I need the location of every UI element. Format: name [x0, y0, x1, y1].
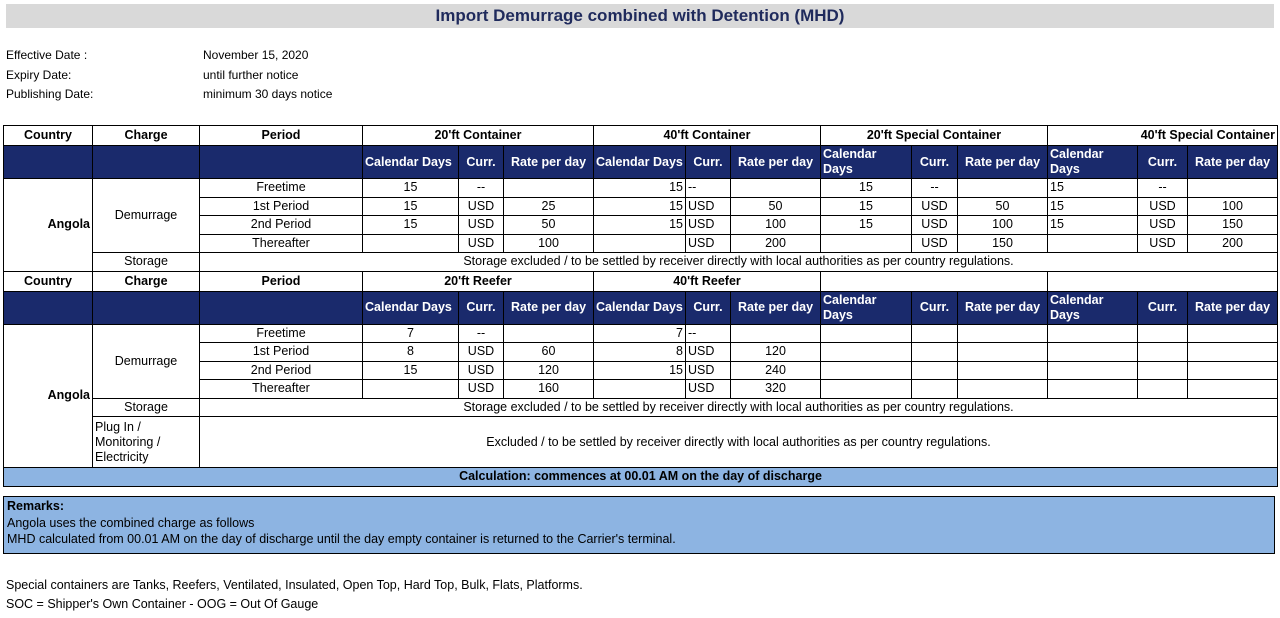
curr-cell: USD — [459, 361, 504, 380]
curr-cell: USD — [912, 216, 958, 235]
calculation-note: Calculation: commences at 00.01 AM on the day of discharge — [4, 468, 1278, 487]
rate-cell: 50 — [731, 197, 821, 216]
days-cell: 15 — [363, 361, 459, 380]
days-cell: 15 — [1048, 216, 1138, 235]
rate-cell: 100 — [958, 216, 1048, 235]
sub-rate-per-day: Rate per day — [958, 291, 1048, 324]
days-cell — [594, 234, 686, 253]
curr-cell: USD — [686, 343, 731, 362]
country-cell: Angola — [4, 179, 93, 272]
rate-cell — [1188, 179, 1278, 198]
remarks-line: MHD calculated from 00.01 AM on the day of discharge until the day empty container is returned to the Carrier's terminal. — [7, 532, 676, 546]
sub-rate-per-day: Rate per day — [1188, 291, 1278, 324]
days-cell — [1048, 234, 1138, 253]
effective-date-value: November 15, 2020 — [203, 48, 309, 62]
sub-calendar-days: Calendar Days — [1048, 146, 1138, 179]
footer-note: Special containers are Tanks, Reefers, Ventilated, Insulated, Open Top, Hard Top, Bulk, Flats, Platforms. — [6, 578, 583, 592]
rate-cell: 200 — [731, 234, 821, 253]
days-cell: 15 — [363, 197, 459, 216]
days-cell: 7 — [363, 324, 459, 343]
expiry-date-label: Expiry Date: — [6, 68, 72, 82]
rate-cell: 100 — [504, 234, 594, 253]
period-cell: Freetime — [200, 179, 363, 198]
curr-cell: USD — [459, 216, 504, 235]
curr-cell: -- — [686, 324, 731, 343]
charge-demurrage: Demurrage — [93, 324, 200, 398]
header-charge: Charge — [93, 126, 200, 146]
group-40ft-special-container: 40'ft Special Container — [1048, 126, 1278, 146]
section1-header-row — [4, 126, 1278, 146]
rate-cell: 150 — [958, 234, 1048, 253]
sub-rate-per-day: Rate per day — [504, 146, 594, 179]
plug-in-row — [4, 417, 1278, 468]
days-cell — [363, 380, 459, 399]
rate-cell — [731, 179, 821, 198]
rate-cell: 50 — [504, 216, 594, 235]
storage-note: Storage excluded / to be settled by receiver directly with local authorities as per country regulations. — [200, 253, 1278, 272]
rate-cell — [958, 179, 1048, 198]
period-cell: Freetime — [200, 324, 363, 343]
section2-header-row — [4, 271, 1278, 291]
period-cell: 1st Period — [200, 197, 363, 216]
rate-cell: 25 — [504, 197, 594, 216]
curr-cell: USD — [1138, 234, 1188, 253]
group-20ft-reefer: 20'ft Reefer — [363, 271, 594, 291]
curr-cell: USD — [686, 216, 731, 235]
charge-demurrage: Demurrage — [93, 179, 200, 253]
sub-rate-per-day: Rate per day — [504, 291, 594, 324]
rate-cell: 50 — [958, 197, 1048, 216]
curr-cell: USD — [686, 361, 731, 380]
table-row — [4, 179, 1278, 198]
sub-currency: Curr. — [686, 291, 731, 324]
rate-cell — [731, 324, 821, 343]
sub-currency: Curr. — [912, 146, 958, 179]
curr-cell: USD — [686, 234, 731, 253]
days-cell — [821, 234, 912, 253]
days-cell: 15 — [821, 216, 912, 235]
group-40ft-reefer: 40'ft Reefer — [594, 271, 821, 291]
days-cell: 15 — [594, 197, 686, 216]
rate-cell: 100 — [1188, 197, 1278, 216]
rate-cell: 200 — [1188, 234, 1278, 253]
curr-cell: -- — [459, 324, 504, 343]
rate-cell: 160 — [504, 380, 594, 399]
rate-cell: 320 — [731, 380, 821, 399]
curr-cell: -- — [686, 179, 731, 198]
charge-plug-in: Plug In / Monitoring / Electricity — [93, 417, 200, 468]
sub-currency: Curr. — [459, 291, 504, 324]
rate-cell: 120 — [504, 361, 594, 380]
curr-cell: -- — [459, 179, 504, 198]
curr-cell: USD — [459, 197, 504, 216]
days-cell — [594, 380, 686, 399]
sub-currency: Curr. — [1138, 291, 1188, 324]
rate-cell: 120 — [731, 343, 821, 362]
days-cell: 15 — [363, 216, 459, 235]
sub-rate-per-day: Rate per day — [731, 146, 821, 179]
section2-subheader-row — [4, 291, 1278, 324]
days-cell: 15 — [821, 197, 912, 216]
header-period: Period — [200, 126, 363, 146]
remarks-title: Remarks: — [7, 499, 64, 513]
sub-currency: Curr. — [686, 146, 731, 179]
days-cell: 15 — [363, 179, 459, 198]
period-cell: 2nd Period — [200, 216, 363, 235]
period-cell: Thereafter — [200, 380, 363, 399]
days-cell: 15 — [594, 216, 686, 235]
header-country: Country — [4, 271, 93, 291]
curr-cell: USD — [459, 380, 504, 399]
charge-storage: Storage — [93, 253, 200, 272]
remarks-line: Angola uses the combined charge as follows — [7, 515, 255, 530]
section1-subheader-row — [4, 146, 1278, 179]
days-cell: 15 — [594, 361, 686, 380]
charge-storage: Storage — [93, 398, 200, 417]
period-cell: 1st Period — [200, 343, 363, 362]
sub-calendar-days: Calendar Days — [1048, 291, 1138, 324]
sub-currency: Curr. — [1138, 146, 1188, 179]
days-cell: 15 — [1048, 179, 1138, 198]
page-title: Import Demurrage combined with Detention (MHD) — [6, 4, 1274, 28]
sub-currency: Curr. — [912, 291, 958, 324]
rate-cell — [504, 324, 594, 343]
storage-note: Storage excluded / to be settled by receiver directly with local authorities as per country regulations. — [200, 398, 1278, 417]
rate-cell: 150 — [1188, 216, 1278, 235]
sub-rate-per-day: Rate per day — [958, 146, 1048, 179]
days-cell: 8 — [363, 343, 459, 362]
rates-table — [3, 125, 1278, 487]
rate-cell: 60 — [504, 343, 594, 362]
country-cell: Angola — [4, 324, 93, 468]
table-row — [4, 324, 1278, 343]
group-40ft-container: 40'ft Container — [594, 126, 821, 146]
days-cell — [363, 234, 459, 253]
days-cell: 15 — [594, 179, 686, 198]
plug-in-note: Excluded / to be settled by receiver directly with local authorities as per country regulations. — [200, 417, 1278, 468]
publishing-date-label: Publishing Date: — [6, 87, 94, 101]
sub-calendar-days: Calendar Days — [363, 146, 459, 179]
storage-row — [4, 398, 1278, 417]
header-charge: Charge — [93, 271, 200, 291]
curr-cell: -- — [912, 179, 958, 198]
header-period: Period — [200, 271, 363, 291]
remarks-box — [3, 496, 1275, 554]
sub-rate-per-day: Rate per day — [1188, 146, 1278, 179]
calculation-row — [4, 468, 1278, 487]
rate-cell: 100 — [731, 216, 821, 235]
days-cell: 7 — [594, 324, 686, 343]
curr-cell: -- — [1138, 179, 1188, 198]
curr-cell: USD — [1138, 197, 1188, 216]
curr-cell: USD — [912, 234, 958, 253]
sub-rate-per-day: Rate per day — [731, 291, 821, 324]
days-cell: 15 — [821, 179, 912, 198]
days-cell: 8 — [594, 343, 686, 362]
group-20ft-container: 20'ft Container — [363, 126, 594, 146]
period-cell: Thereafter — [200, 234, 363, 253]
effective-date-label: Effective Date : — [6, 48, 88, 62]
sub-currency: Curr. — [459, 146, 504, 179]
days-cell: 15 — [1048, 197, 1138, 216]
sub-calendar-days: Calendar Days — [363, 291, 459, 324]
period-cell: 2nd Period — [200, 361, 363, 380]
curr-cell: USD — [1138, 216, 1188, 235]
sub-calendar-days: Calendar Days — [594, 291, 686, 324]
curr-cell: USD — [459, 234, 504, 253]
sub-calendar-days: Calendar Days — [594, 146, 686, 179]
curr-cell: USD — [912, 197, 958, 216]
curr-cell: USD — [686, 380, 731, 399]
sub-calendar-days: Calendar Days — [821, 146, 912, 179]
header-country: Country — [4, 126, 93, 146]
curr-cell: USD — [686, 197, 731, 216]
expiry-date-value: until further notice — [203, 68, 299, 82]
rate-cell — [504, 179, 594, 198]
sub-calendar-days: Calendar Days — [821, 291, 912, 324]
storage-row — [4, 253, 1278, 272]
footer-note: SOC = Shipper's Own Container - OOG = Out Of Gauge — [6, 597, 319, 611]
curr-cell: USD — [459, 343, 504, 362]
group-20ft-special-container: 20'ft Special Container — [821, 126, 1048, 146]
rate-cell: 240 — [731, 361, 821, 380]
publishing-date-value: minimum 30 days notice — [203, 87, 333, 101]
